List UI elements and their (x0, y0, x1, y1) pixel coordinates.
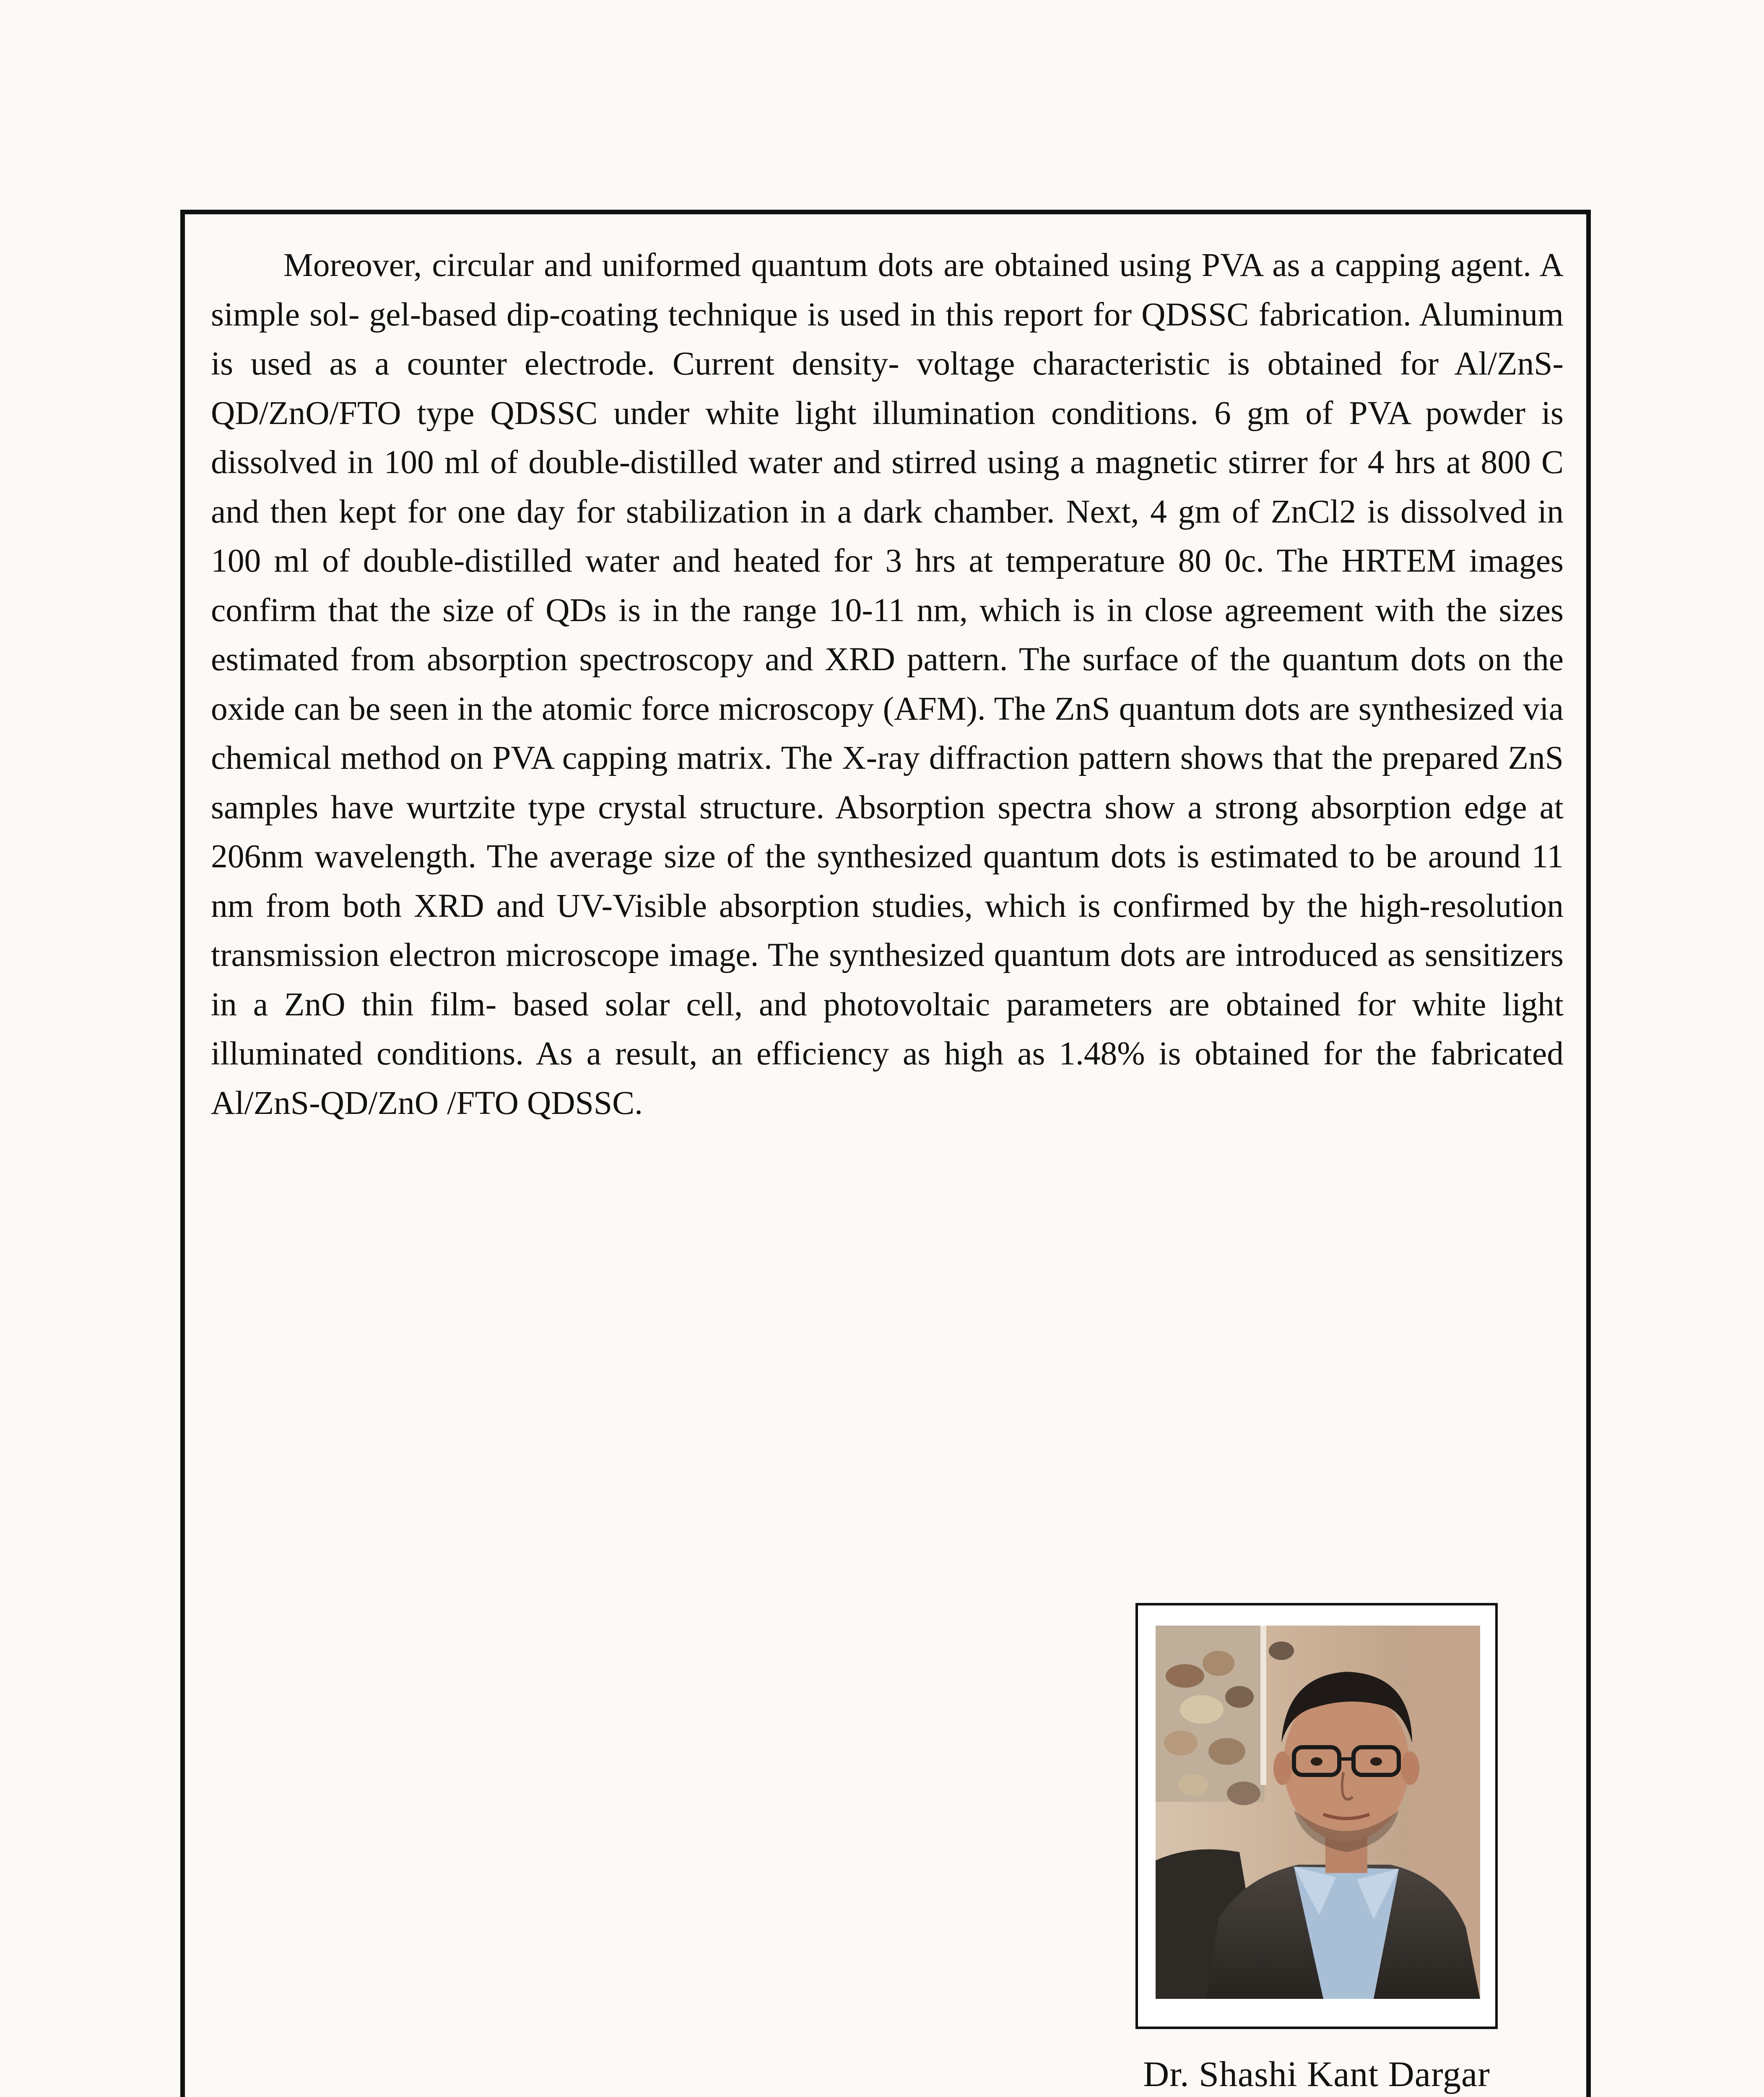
author-name: Dr. Shashi Kant Dargar (1143, 2054, 1490, 2094)
article-body: Moreover, circular and uniformed quantum dots are obtained using PVA as a capping agent. A simple sol- gel-based dip-coating technique is used in this report for QDSSC fabrication. Aluminum is used as a counter electrode. Current density- voltage characteristic is obtained for Al/ZnS-QD/ZnO/FTO type QDSSC under white light illumination conditions. 6 gm of PVA powder is dissolved in 100 ml of double-distilled water and stirred using a magnetic stirrer for 4 hrs at 800 C and then kept for one day for stabilization in a dark chamber. Next, 4 gm of ZnCl2 is dissolved in 100 ml of double-distilled water and heated for 3 hrs at temperature 80 0c. The HRTEM images confirm that the size of QDs is in the range 10-11 nm, which is in close agreement with the sizes estimated from absorption spectroscopy and XRD pattern. The surface of the quantum dots on the oxide can be seen in the atomic force microscopy (AFM). The ZnS quantum dots are synthesized via chemical method on PVA capping matrix. The X-ray diffraction pattern shows that the prepared ZnS samples have wurtzite type crystal structure. Absorption spectra show a strong absorption edge at 206nm wavelength. The average size of the synthesized quantum dots is estimated to be around 11 nm from both XRD and UV-Visible absorption studies, which is confirmed by the high-resolution transmission electron microscope image. The synthesized quantum dots are introduced as sensitizers in a ZnO thin film- based solar cell, and photovoltaic parameters are obtained for white light illuminated conditions. As a result, an efficiency as high as 1.48% is obtained for the fabricated Al/ZnS-QD/ZnO /FTO QDSSC. (211, 247, 1564, 1121)
author-photo (1156, 1626, 1480, 1999)
author-photo-frame (1135, 1603, 1498, 2029)
